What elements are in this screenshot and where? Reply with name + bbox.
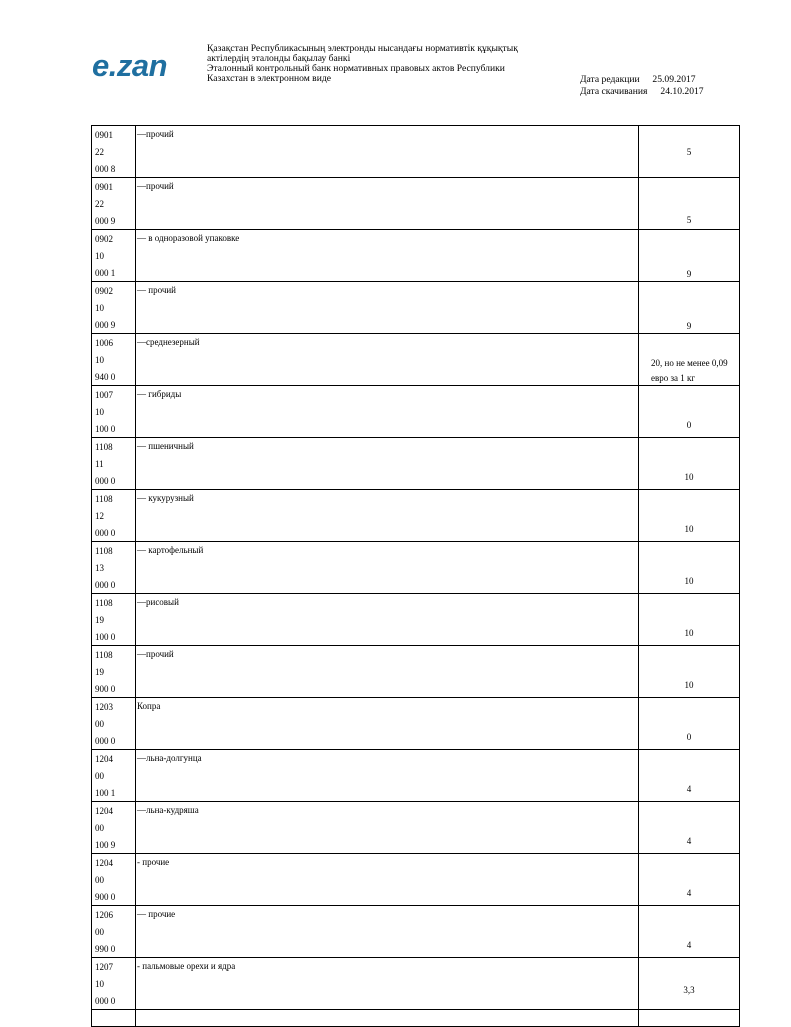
code-line: 100 0 (95, 632, 116, 642)
download-date-line (580, 86, 704, 97)
code-line: 000 9 (95, 216, 116, 226)
code-line: 900 0 (95, 892, 116, 902)
header-line: Қазақстан Республикасының электронды нысандағы нормативтік құқықтық (207, 43, 518, 54)
rate-value (651, 356, 728, 386)
description-cell (136, 802, 639, 854)
description-text: — картофельный (137, 545, 204, 555)
code-cell (92, 802, 136, 854)
edition-date: 25.09.2017 (652, 74, 696, 85)
download-label: Дата скачивания (580, 86, 648, 97)
table-row (92, 854, 740, 906)
description-text: —льна-кудряша (137, 805, 199, 815)
code-line: 000 0 (95, 580, 116, 590)
rate-value: 4 (686, 784, 692, 794)
table-row (92, 958, 740, 1010)
description-cell (136, 438, 639, 490)
rate-cell (639, 750, 740, 802)
rate-value: 5 (686, 147, 692, 157)
rate-value: 0 (686, 732, 692, 742)
code-line: 10 (95, 355, 104, 365)
description-text: —прочий (137, 129, 174, 139)
code-cell (92, 698, 136, 750)
rate-value: 10 (684, 472, 694, 482)
code-line: 1006 (95, 338, 113, 348)
code-line: 19 (95, 615, 104, 625)
rate-value: 10 (684, 680, 694, 690)
download-date: 24.10.2017 (660, 86, 704, 97)
code-line: 1206 (95, 910, 113, 920)
code-line: 1204 (95, 754, 113, 764)
code-line: 1108 (95, 650, 113, 660)
table-row (92, 490, 740, 542)
code-line: 00 (95, 875, 104, 885)
table-row (92, 698, 740, 750)
description-text: — гибриды (137, 389, 182, 399)
rate-value: 3,3 (683, 985, 695, 995)
code-line: 1108 (95, 546, 113, 556)
rate-cell (639, 698, 740, 750)
table-row (92, 906, 740, 958)
description-text: —рисовый (137, 597, 179, 607)
description-cell (136, 906, 639, 958)
code-line: 0901 (95, 130, 113, 140)
table-row (92, 386, 740, 438)
code-line: 100 0 (95, 424, 116, 434)
code-cell (92, 906, 136, 958)
rate-value: 0 (686, 420, 692, 430)
code-line: 19 (95, 667, 104, 677)
header-line: Эталонный контрольный банк нормативных правовых актов Республики (207, 63, 505, 74)
rate-cell (639, 438, 740, 490)
description-text: —прочий (137, 181, 174, 191)
rate-cell (639, 126, 740, 178)
table-row (92, 438, 740, 490)
code-cell (92, 126, 136, 178)
code-line: 11 (95, 459, 104, 469)
description-cell (136, 230, 639, 282)
header-line: актілердің эталонды бақылау банкі (207, 53, 351, 64)
code-line: 1007 (95, 390, 113, 400)
rate-value: 4 (686, 940, 692, 950)
code-line: 1204 (95, 858, 113, 868)
description-cell (136, 854, 639, 906)
description-text: - пальмовые орехи и ядра (137, 961, 236, 971)
description-text: - прочие (137, 857, 170, 867)
code-line: 1108 (95, 494, 113, 504)
code-cell (92, 334, 136, 386)
header-line: Казахстан в электронном виде (207, 73, 331, 84)
code-line: 1204 (95, 806, 113, 816)
code-line: 000 8 (95, 164, 116, 174)
rate-value: 9 (686, 321, 692, 331)
table-row (92, 178, 740, 230)
rate-cell (639, 958, 740, 1010)
code-line: 900 0 (95, 684, 116, 694)
edition-label: Дата редакции (580, 74, 640, 85)
code-cell (92, 542, 136, 594)
description-text: —среднезерный (137, 337, 200, 347)
code-line: 1203 (95, 702, 113, 712)
code-line: 00 (95, 927, 104, 937)
code-cell (92, 178, 136, 230)
code-line: 10 (95, 251, 104, 261)
rate-cell (639, 334, 740, 386)
code-line: 000 0 (95, 476, 116, 486)
code-cell (92, 750, 136, 802)
table-row (92, 542, 740, 594)
rate-value: 4 (686, 888, 692, 898)
table-row (92, 230, 740, 282)
code-line: 00 (95, 823, 104, 833)
table-row (92, 594, 740, 646)
tariff-table-body (92, 126, 740, 1027)
rate-value: 10 (684, 628, 694, 638)
rate-cell (639, 802, 740, 854)
code-line: 0901 (95, 182, 113, 192)
rate-cell (639, 282, 740, 334)
table-row (92, 646, 740, 698)
code-cell (92, 490, 136, 542)
rate-cell (639, 386, 740, 438)
code-line: 22 (95, 199, 104, 209)
code-line: 00 (95, 719, 104, 729)
rate-cell (639, 906, 740, 958)
code-line: 100 9 (95, 840, 116, 850)
description-text: — кукурузный (137, 493, 194, 503)
description-cell (136, 282, 639, 334)
code-line: 000 0 (95, 736, 116, 746)
code-cell (92, 230, 136, 282)
code-cell (92, 958, 136, 1010)
code-line: 1207 (95, 962, 113, 972)
code-cell (92, 646, 136, 698)
description-text: — прочие (137, 909, 176, 919)
code-line: 10 (95, 303, 104, 313)
code-cell (92, 386, 136, 438)
description-text: Копра (137, 701, 161, 711)
code-line: 1108 (95, 598, 113, 608)
code-line: 1108 (95, 442, 113, 452)
code-line: 000 9 (95, 320, 116, 330)
table-row (92, 802, 740, 854)
code-cell (92, 282, 136, 334)
code-line: 000 1 (95, 268, 116, 278)
code-line: 000 0 (95, 996, 116, 1006)
description-cell (136, 334, 639, 386)
description-text: —льна-долгунца (137, 753, 202, 763)
rate-cell (639, 490, 740, 542)
rate-cell (639, 178, 740, 230)
rate-cell (639, 230, 740, 282)
edition-date-line (580, 74, 696, 85)
rate-value: 5 (686, 215, 692, 225)
description-text: — в одноразовой упаковке (137, 233, 240, 243)
description-cell (136, 178, 639, 230)
code-line: 13 (95, 563, 104, 573)
rate-line: евро за 1 кг (651, 373, 696, 383)
ezan-logo (92, 50, 167, 81)
code-line: 10 (95, 979, 104, 989)
code-cell (92, 854, 136, 906)
description-cell (136, 490, 639, 542)
rate-line: 20, но не менее 0,09 (651, 358, 728, 368)
code-cell (92, 438, 136, 490)
code-cell (92, 594, 136, 646)
description-text: — прочий (137, 285, 176, 295)
description-text: — пшеничный (137, 441, 194, 451)
code-line: 22 (95, 147, 104, 157)
rate-cell (639, 854, 740, 906)
logo-text: e.zan (92, 48, 168, 83)
code-line: 12 (95, 511, 104, 521)
table-row (92, 126, 740, 178)
rate-value: 10 (684, 524, 694, 534)
description-cell (136, 594, 639, 646)
rate-cell (639, 646, 740, 698)
code-line: 990 0 (95, 944, 116, 954)
code-line: 0902 (95, 234, 113, 244)
description-cell (136, 542, 639, 594)
description-cell (136, 698, 639, 750)
description-cell (136, 386, 639, 438)
table-row (92, 750, 740, 802)
code-line: 100 1 (95, 788, 116, 798)
tariff-table (91, 125, 740, 1027)
code-line: 00 (95, 771, 104, 781)
rate-value: 10 (684, 576, 694, 586)
description-cell (136, 126, 639, 178)
code-line: 940 0 (95, 372, 116, 382)
table-row (92, 334, 740, 386)
rate-value: 9 (686, 269, 692, 279)
code-line: 0902 (95, 286, 113, 296)
header-title (207, 44, 518, 84)
code-line: 10 (95, 407, 104, 417)
table-row (92, 282, 740, 334)
description-cell (136, 646, 639, 698)
rate-value: 4 (686, 836, 692, 846)
description-cell (136, 750, 639, 802)
rate-cell (639, 542, 740, 594)
description-text: —прочий (137, 649, 174, 659)
rate-cell (639, 594, 740, 646)
description-cell (136, 958, 639, 1010)
code-line: 000 0 (95, 528, 116, 538)
